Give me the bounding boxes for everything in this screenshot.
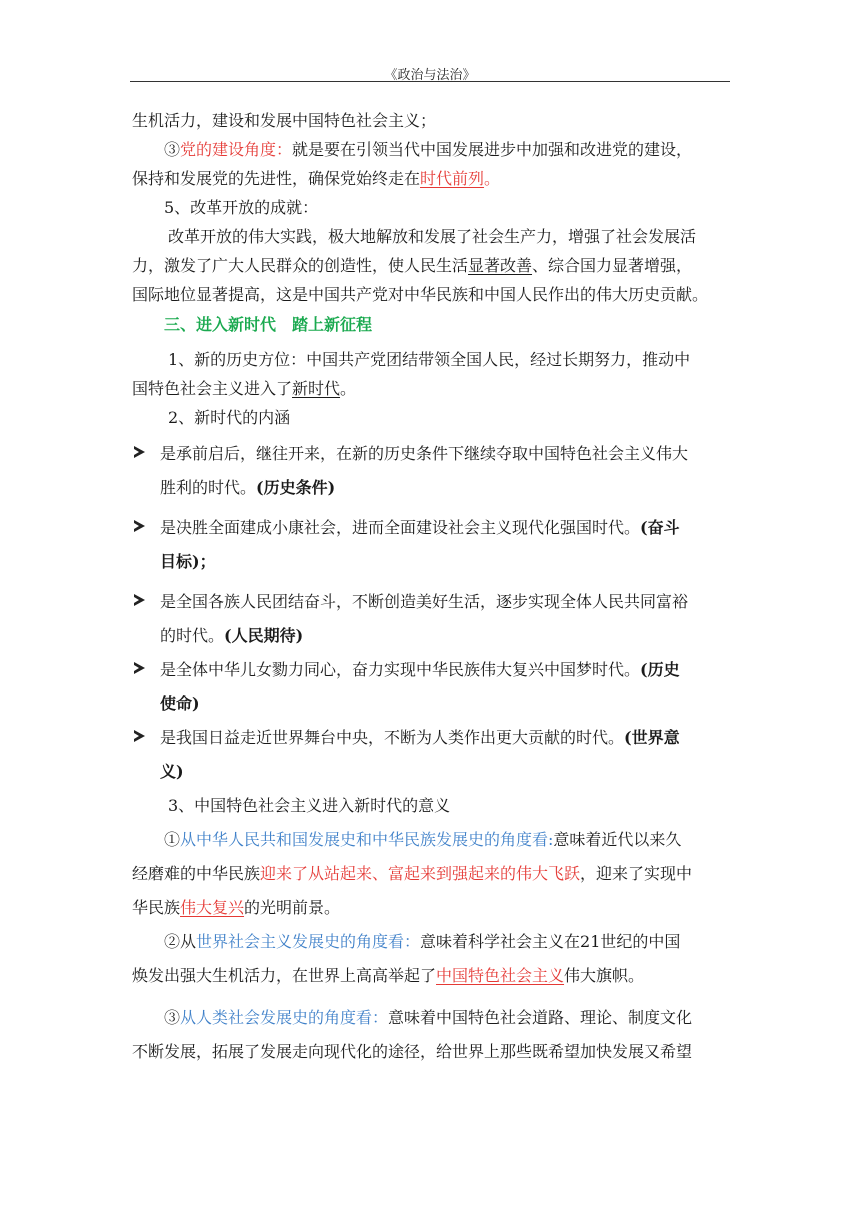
bullet-text xyxy=(160,471,732,505)
paragraph-text: 意味着科学社会主义在21世纪的中国 xyxy=(420,932,681,951)
paragraph-text: 焕发出强大生机活力，在世界上高高举起了 xyxy=(132,966,437,985)
paragraph-line: 改革开放的伟大实践，极大地解放和发展了社会生产力，增强了社会发展活 xyxy=(168,227,697,246)
bullet-item xyxy=(132,437,732,505)
significance-item-2 xyxy=(132,925,732,959)
paragraph-text: 保持和发展党的先进性，确保党始终走在 xyxy=(132,169,421,188)
bullet-tag: (奋斗 xyxy=(640,518,680,537)
header-divider xyxy=(130,81,730,82)
paragraph-text: 的光明前景。 xyxy=(244,898,341,917)
paragraph-line: 1、新的历史方位：中国共产党团结带领全国人民，经过长期努力，推动中 xyxy=(168,350,691,369)
paragraph-text: 国特色社会主义进入了 xyxy=(132,379,293,398)
arrow-bullet-icon xyxy=(132,653,146,682)
bullet-text xyxy=(160,619,732,653)
item-number: ① xyxy=(164,830,181,849)
arrow-bullet-icon xyxy=(132,437,146,466)
section-three-heading: 三、进入新时代 踏上新征程 xyxy=(164,315,373,334)
bullet-text xyxy=(160,653,732,687)
document-body xyxy=(132,106,732,1069)
bullet-text-part: 的时代。 xyxy=(160,626,225,645)
paragraph-text: ，迎来了实现中 xyxy=(580,864,693,883)
significance-heading: 3、中国特色社会主义进入新时代的意义 xyxy=(168,796,451,815)
paragraph-line xyxy=(132,251,732,280)
bullet-tag: (历史 xyxy=(640,660,680,679)
arrow-bullet-icon xyxy=(132,585,146,614)
perspective-label: 世界社会主义发展史的角度看： xyxy=(196,932,421,951)
item-number: ③ xyxy=(164,140,181,159)
bullet-text: 是全国各族人民团结奋斗，不断创造美好生活，逐步实现全体人民共同富裕 xyxy=(160,592,689,611)
highlight-keyword: 中国特色社会主义 xyxy=(436,966,565,985)
highlight-keyword: 时代前列 xyxy=(420,169,485,188)
significance-item-3 xyxy=(132,1001,732,1035)
paragraph-text: 华民族 xyxy=(132,898,181,917)
bullet-tag: 义) xyxy=(160,762,184,781)
paragraph-line xyxy=(132,857,732,891)
perspective-label: 从人类社会发展史的角度看： xyxy=(180,1008,389,1027)
bullet-text-part: 是全体中华儿女勠力同心，奋力实现中华民族伟大复兴中国梦时代。 xyxy=(160,660,641,679)
bullet-text: 是承前启后，继往开来，在新的历史条件下继续夺取中国特色社会主义伟大 xyxy=(160,444,689,463)
new-era-meaning-heading: 2、新时代的内涵 xyxy=(168,408,291,427)
bullet-tag: (人民期待) xyxy=(224,626,304,645)
bullet-tag: (历史条件) xyxy=(256,478,336,497)
highlight-keyword: 伟大复兴 xyxy=(180,898,245,917)
arrow-bullet-icon xyxy=(132,511,146,540)
party-building-paragraph xyxy=(132,135,732,164)
arrow-bullet-icon xyxy=(132,721,146,750)
bullet-tag: 使命) xyxy=(160,694,200,713)
page-header-title: 《政治与法治》 xyxy=(384,68,476,83)
bullet-text xyxy=(160,721,732,755)
bullet-tag: 目标)； xyxy=(160,552,216,571)
item-number: ②从 xyxy=(164,932,197,951)
paragraph-text: 就是要在引领当代中国发展进步中加强和改进党的建设， xyxy=(292,140,693,159)
significance-item-1 xyxy=(132,823,732,857)
paragraph-text: 意味着中国特色社会道路、理论、制度文化 xyxy=(388,1008,693,1027)
paragraph-text: 。 xyxy=(484,169,501,188)
paragraph-line: 不断发展，拓展了发展走向现代化的途径，给世界上那些既希望加快发展又希望 xyxy=(132,1042,693,1061)
paragraph-text: 意味着近代以来久 xyxy=(553,830,682,849)
bullet-item xyxy=(132,653,732,721)
paragraph-line xyxy=(132,891,732,925)
bullet-item xyxy=(132,585,732,653)
paragraph-line xyxy=(132,959,732,993)
bullet-text-part: 是决胜全面建成小康社会，进而全面建设社会主义现代化强国时代。 xyxy=(160,518,641,537)
underlined-keyword: 新时代 xyxy=(292,379,341,398)
paragraph-text: 经磨难的中华民族 xyxy=(132,864,261,883)
bullet-text-part: 是我国日益走近世界舞台中央，不断为人类作出更大贡献的时代。 xyxy=(160,728,625,747)
bullet-item xyxy=(132,511,732,579)
underlined-keyword: 显著改善 xyxy=(468,256,533,275)
perspective-label: 从中华人民共和国发展史和中华民族发展史的角度看: xyxy=(180,830,554,849)
bullet-item xyxy=(132,721,732,789)
paragraph-text: 。 xyxy=(340,379,357,398)
paragraph-line xyxy=(132,374,732,403)
bullet-tag: (世界意 xyxy=(624,728,680,747)
paragraph-text: 、综合国力显著增强， xyxy=(532,256,693,275)
paragraph-line: 生机活力，建设和发展中国特色社会主义； xyxy=(132,111,437,130)
reform-achievements-heading: 5、改革开放的成就： xyxy=(164,198,319,217)
bullet-text-part: 胜利的时代。 xyxy=(160,478,257,497)
item-number: ③ xyxy=(164,1008,181,1027)
bullet-text xyxy=(160,511,732,545)
paragraph-line xyxy=(132,164,732,193)
paragraph-line: 国际地位显著提高，这是中国共产党对中华民族和中国人民作出的伟大历史贡献。 xyxy=(132,285,709,304)
highlight-phrase: 迎来了从站起来、富起来到强起来的伟大飞跃 xyxy=(260,864,581,883)
party-building-label: 党的建设角度： xyxy=(180,140,293,159)
paragraph-text: 伟大旗帜。 xyxy=(564,966,645,985)
paragraph-text: 力，激发了广大人民群众的创造性，使人民生活 xyxy=(132,256,469,275)
